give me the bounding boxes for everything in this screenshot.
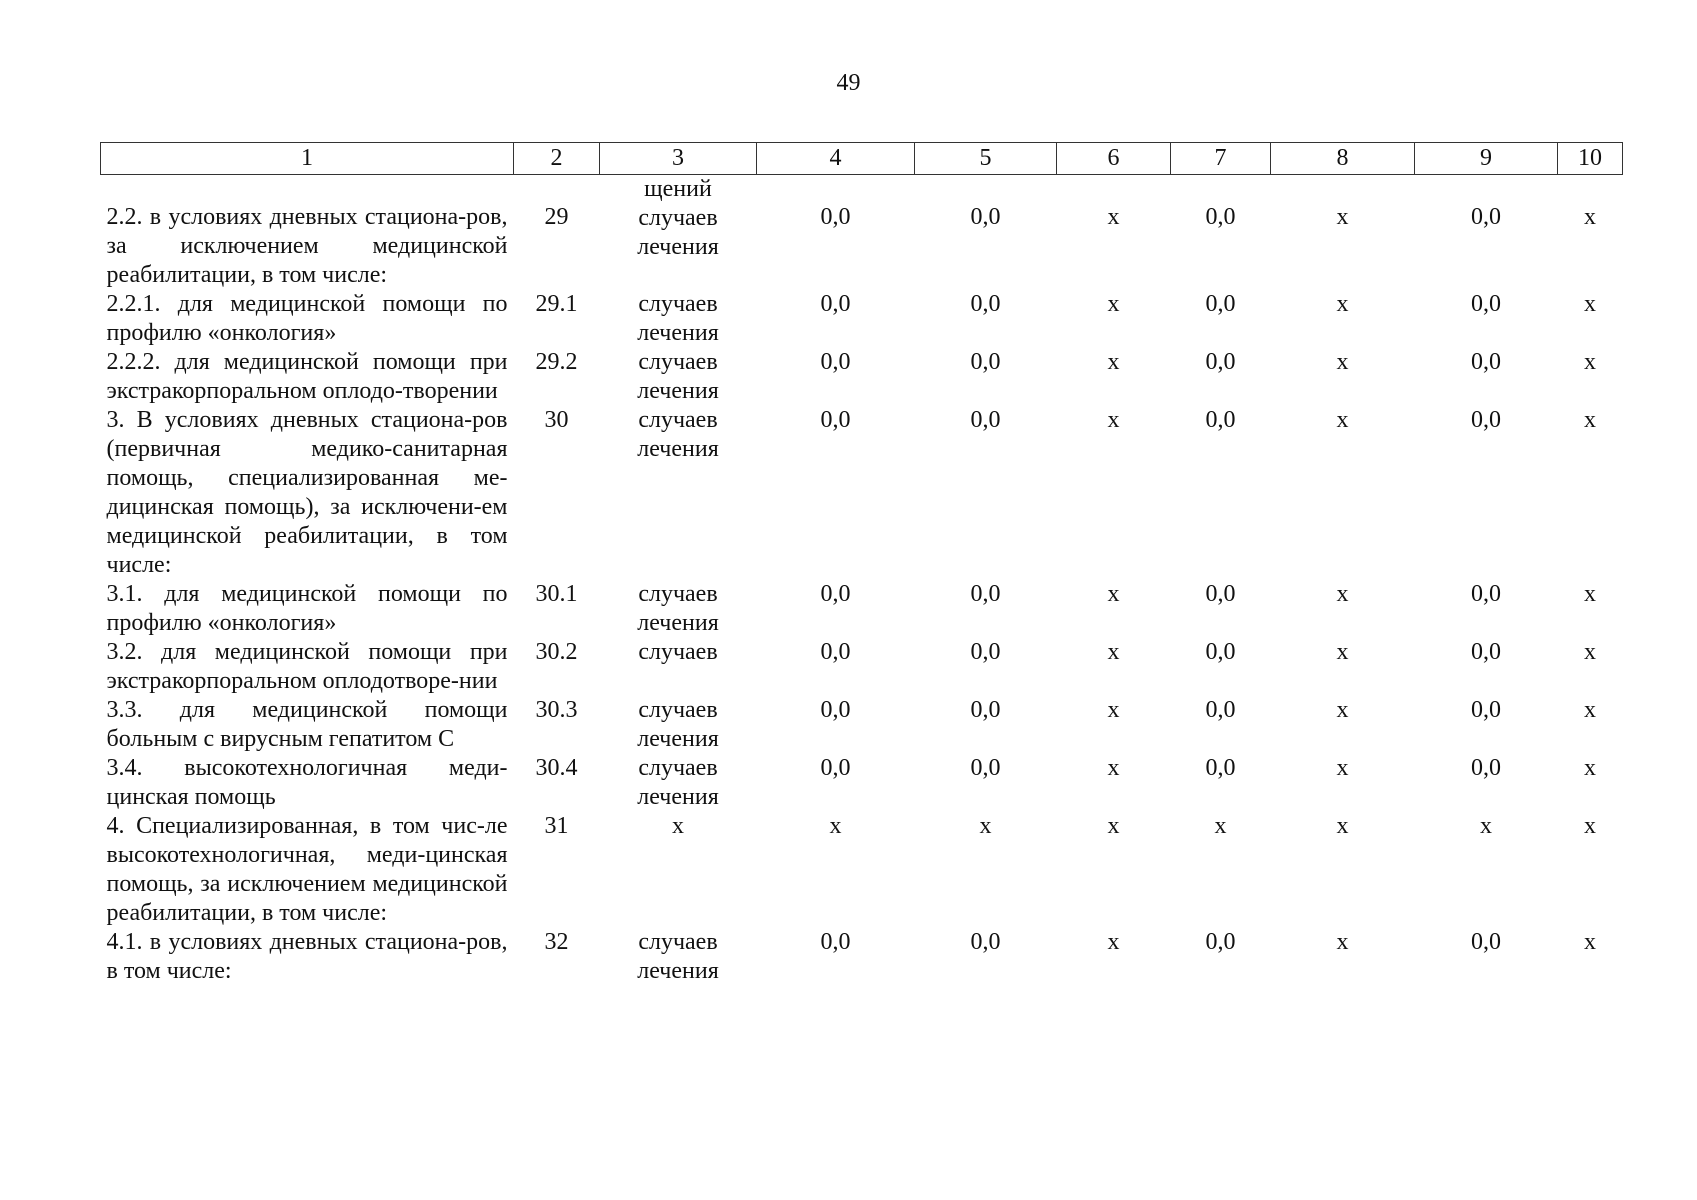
cell-col7: 0,0 [1205,204,1236,230]
cell-col4: 0,0 [820,639,851,665]
cell-col5: 0,0 [970,929,1001,955]
row-unit [600,290,757,348]
cell-col9: 0,0 [1471,639,1501,665]
table-row [101,928,1623,986]
cell-col5: 0,0 [970,581,1001,607]
cell-col8: х [1336,349,1349,375]
unit-text: случаев лечения [637,697,719,752]
row-unit [600,638,757,696]
cell-col6: х [1107,349,1120,375]
cell-col7: 0,0 [1205,929,1236,955]
table-row [101,175,1623,291]
row-description: 4. Специализированная, в том чис-ле высокотехнологичная, меди-цинская помощь, за исключением медицинской реабилитации, в том числе: [106,813,508,926]
cell-col4: 0,0 [820,204,851,230]
col-header: 5 [915,143,1057,175]
unit-text: случаев лечения [637,349,719,404]
table-body [101,175,1623,987]
cell-col8: х [1336,204,1349,230]
unit-text: случаев [638,639,718,665]
cell-col8: х [1336,581,1349,607]
cell-col10: х [1584,349,1596,375]
cell-col9: х [1480,813,1492,839]
col-header: 7 [1171,143,1271,175]
row-description: 2.2.2. для медицинской помощи при экстракорпоральном оплодо-творении [106,349,508,404]
unit-carryover: щений [644,176,712,202]
cell-col8: х [1336,755,1349,781]
unit-text: случаев лечения [637,291,719,346]
cell-col9: 0,0 [1471,581,1501,607]
row-description: 3.3. для медицинской помощи больным с вирусным гепатитом С [106,697,508,752]
table-row [101,290,1623,348]
unit-text: случаев лечения [637,755,719,810]
cell-col10: х [1584,697,1596,723]
row-unit [600,406,757,580]
cell-col6: х [1107,697,1120,723]
cell-col10: х [1584,755,1596,781]
table-row [101,580,1623,638]
cell-col4: 0,0 [820,581,851,607]
page-number: 49 [836,70,861,96]
cell-col5: 0,0 [970,407,1001,433]
cell-col8: х [1336,639,1349,665]
cell-col7: 0,0 [1205,755,1236,781]
row-code: 29 [544,204,569,230]
col-header: 4 [757,143,915,175]
cell-col7: х [1214,813,1227,839]
cell-col7: 0,0 [1205,407,1236,433]
row-description: 2.2.1. для медицинской помощи по профилю «онкология» [106,291,508,346]
data-table [100,142,1623,986]
cell-col6: х [1107,639,1120,665]
cell-col6: х [1107,291,1120,317]
unit-text: случаев лечения [637,205,719,260]
table-row [101,754,1623,812]
cell-col9: 0,0 [1471,349,1501,375]
cell-col5: 0,0 [970,697,1001,723]
col-header: 8 [1271,143,1415,175]
row-description: 2.2. в условиях дневных стациона-ров, за исключением медицинской реабилитации, в том числе: [106,204,508,288]
row-unit [600,754,757,812]
row-unit [600,696,757,754]
col-header: 2 [514,143,600,175]
row-code: 29.2 [535,349,578,375]
row-description: 3.2. для медицинской помощи при экстракорпоральном оплодотворе-нии [106,639,508,694]
cell-col6: х [1107,813,1120,839]
cell-col5: 0,0 [970,291,1001,317]
row-unit [600,812,757,928]
cell-col5: 0,0 [970,204,1001,230]
row-unit [600,928,757,986]
col-header: 9 [1415,143,1558,175]
cell-col10: х [1584,813,1596,839]
row-code: 30.3 [535,697,578,723]
row-code: 30.2 [535,639,578,665]
table-row [101,696,1623,754]
cell-col9: 0,0 [1471,407,1501,433]
cell-col7: 0,0 [1205,349,1236,375]
cell-col6: х [1107,581,1120,607]
col-header: 10 [1558,143,1623,175]
cell-col9: 0,0 [1471,755,1501,781]
cell-col5: 0,0 [970,349,1001,375]
unit-text: х [672,813,684,839]
cell-col8: х [1336,291,1349,317]
cell-col4: 0,0 [820,697,851,723]
cell-col8: х [1336,813,1349,839]
cell-col7: 0,0 [1205,639,1236,665]
table-row [101,348,1623,406]
cell-col8: х [1336,407,1349,433]
row-description: 4.1. в условиях дневных стациона-ров, в том числе: [106,929,508,984]
cell-col4: 0,0 [820,349,851,375]
row-code: 32 [544,929,569,955]
cell-col7: 0,0 [1205,581,1236,607]
row-description: 3.4. высокотехнологичная меди-цинская помощь [106,755,508,810]
row-code: 30.4 [535,755,578,781]
cell-col4: 0,0 [820,755,851,781]
cell-col4: х [829,813,842,839]
cell-col10: х [1584,639,1596,665]
table-row [101,812,1623,928]
cell-col10: х [1584,204,1596,230]
col-header: 1 [101,143,514,175]
cell-col7: 0,0 [1205,697,1236,723]
table-row [101,406,1623,580]
cell-col5: 0,0 [970,639,1001,665]
cell-col5: 0,0 [970,755,1001,781]
unit-text: случаев лечения [637,581,719,636]
col-header: 3 [600,143,757,175]
row-unit [600,348,757,406]
unit-text: случаев лечения [637,929,719,984]
header-row [101,143,1623,175]
row-code: 30 [544,407,569,433]
cell-col10: х [1584,929,1596,955]
cell-col6: х [1107,204,1120,230]
cell-col8: х [1336,929,1349,955]
cell-col4: 0,0 [820,291,851,317]
cell-col10: х [1584,581,1596,607]
cell-col5: х [979,813,992,839]
cell-col6: х [1107,407,1120,433]
cell-col9: 0,0 [1471,291,1501,317]
table-row [101,638,1623,696]
cell-col9: 0,0 [1471,929,1501,955]
cell-col6: х [1107,755,1120,781]
cell-col7: 0,0 [1205,291,1236,317]
row-code: 30.1 [535,581,578,607]
row-code: 29.1 [535,291,578,317]
cell-col8: х [1336,697,1349,723]
row-description: 3.1. для медицинской помощи по профилю «онкология» [106,581,508,636]
cell-col4: 0,0 [820,929,851,955]
row-unit [600,580,757,638]
row-description: 3. В условиях дневных стациона-ров (первичная медико-санитарная помощь, специализированная ме-дицинская помощь), за исключени-ем медицинской реабилитации, в том числе: [106,407,508,578]
col-header: 6 [1057,143,1171,175]
unit-text: случаев лечения [637,407,719,462]
cell-col10: х [1584,291,1596,317]
cell-col9: 0,0 [1471,697,1501,723]
cell-col6: х [1107,929,1120,955]
cell-col10: х [1584,407,1596,433]
cell-col4: 0,0 [820,407,851,433]
cell-col9: 0,0 [1471,204,1501,230]
row-code: 31 [544,813,569,839]
row-unit [600,175,757,291]
